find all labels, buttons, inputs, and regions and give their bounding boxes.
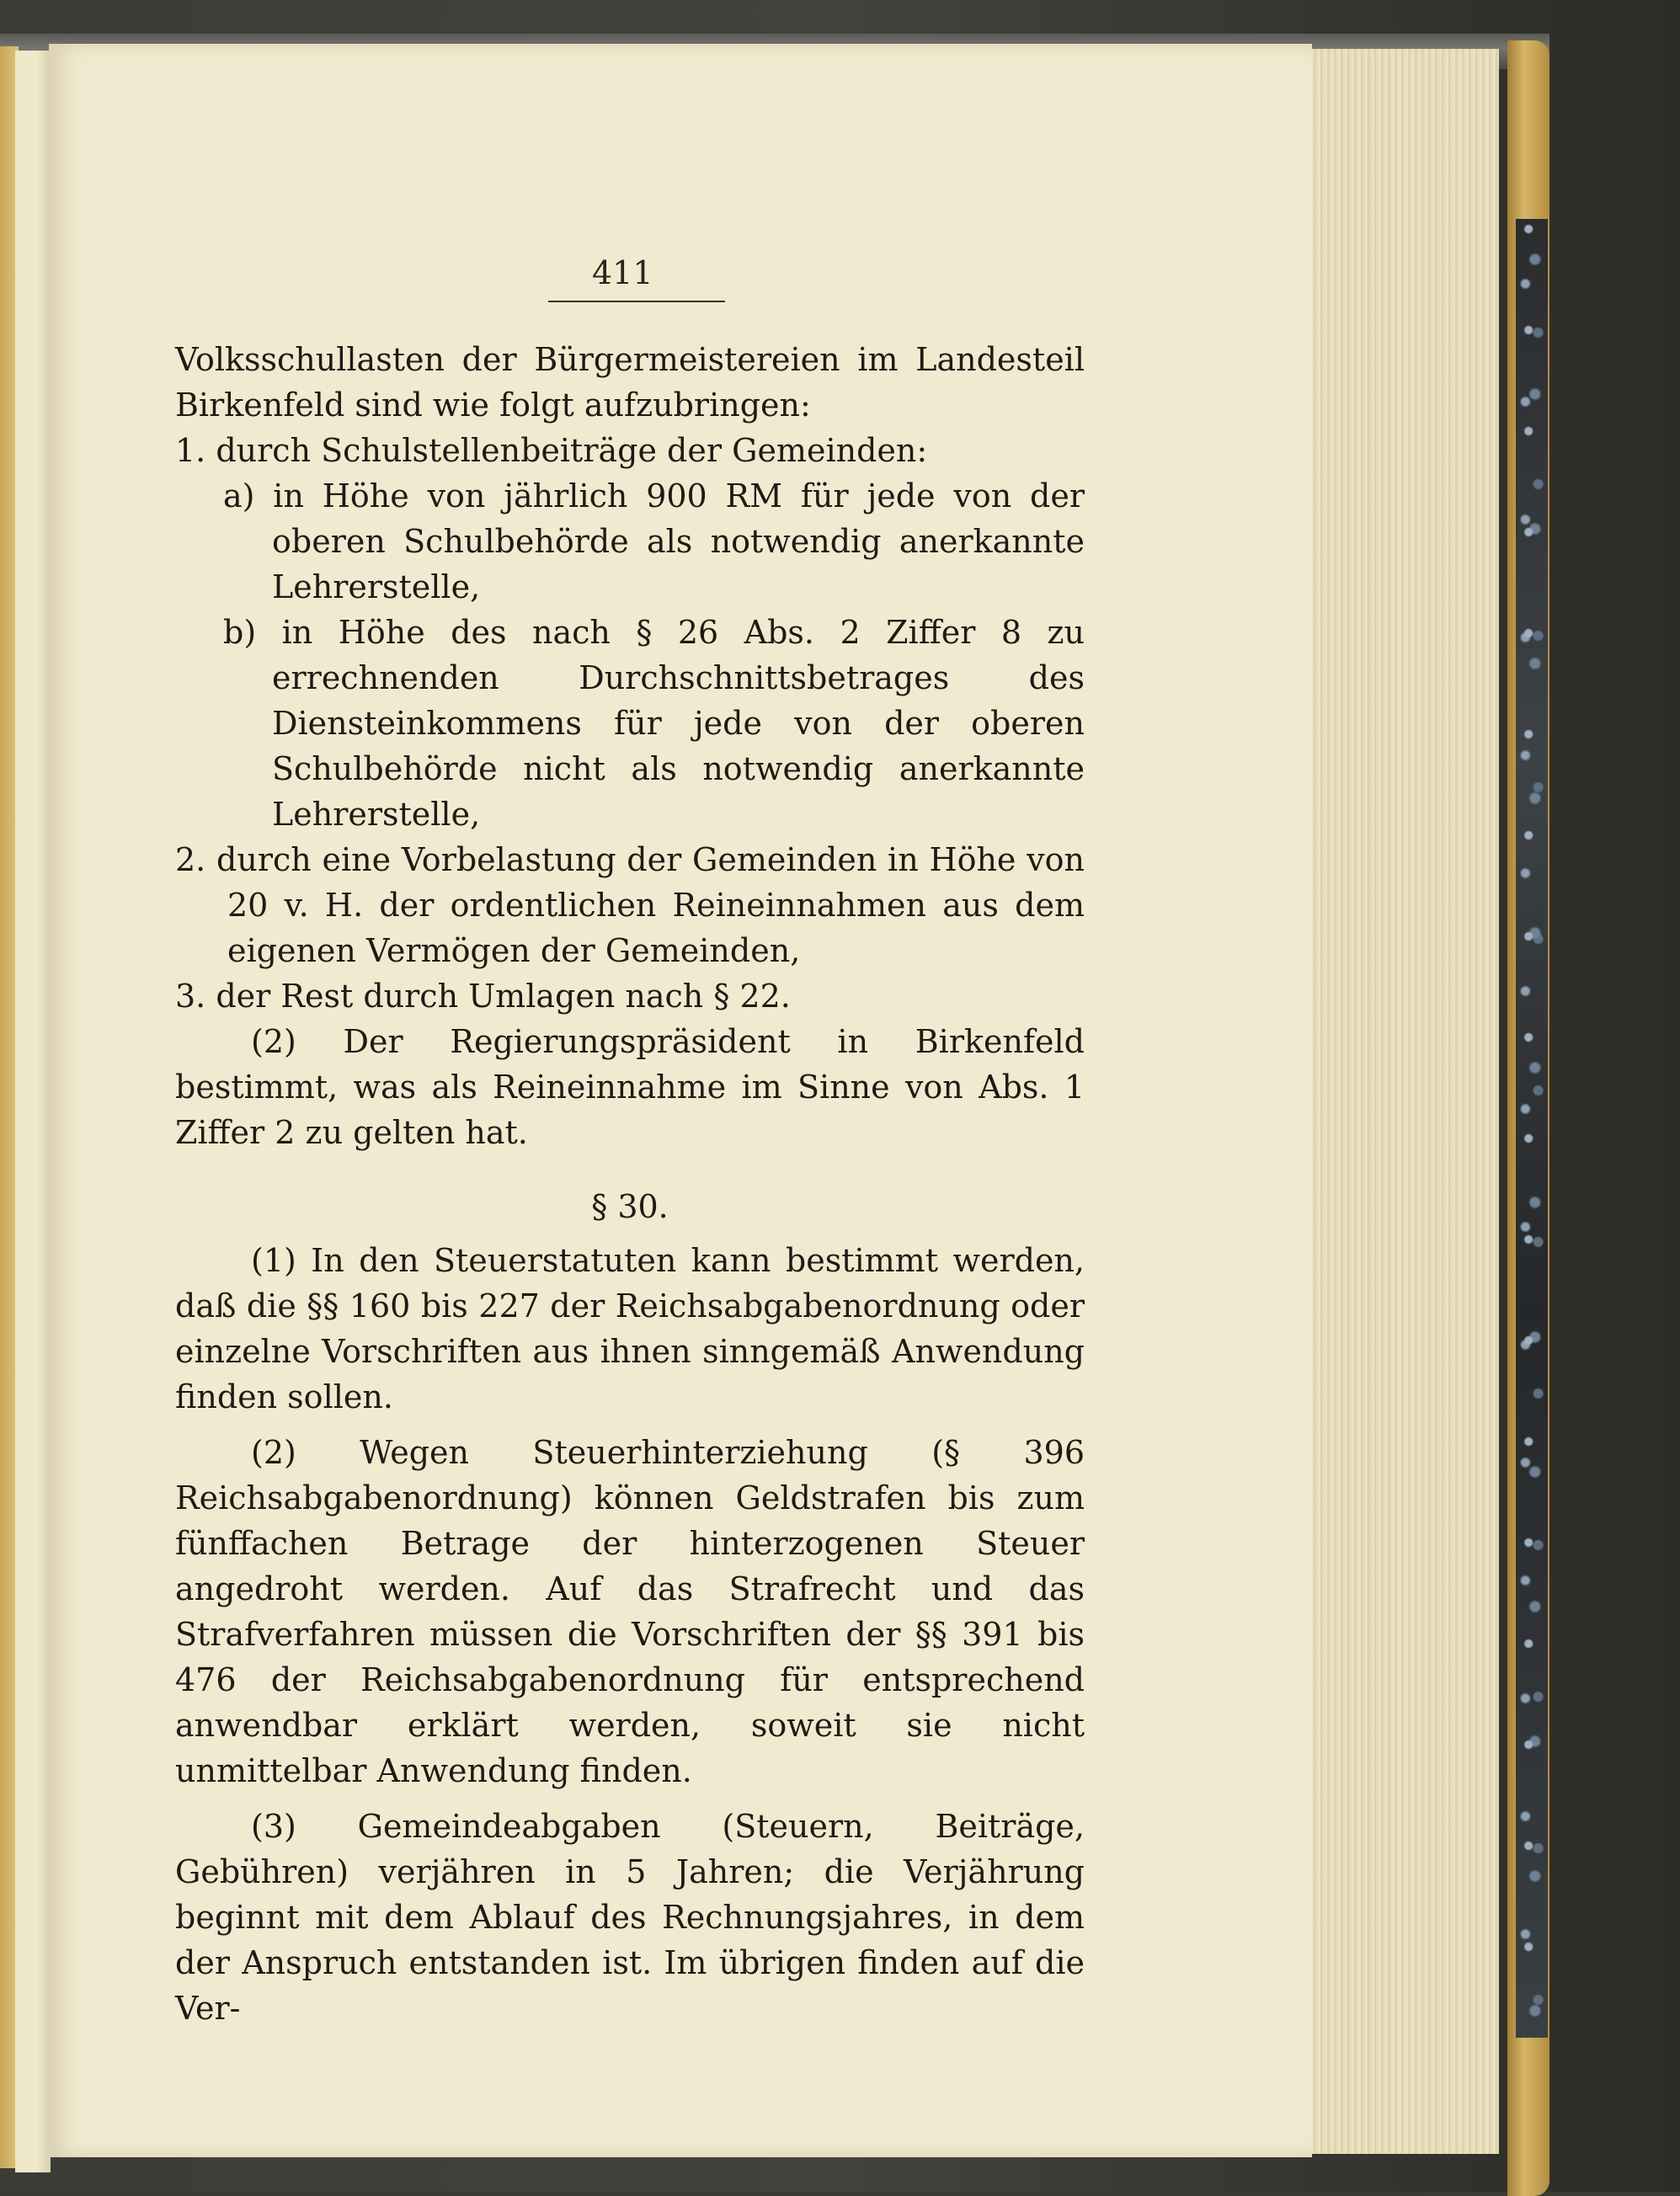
list-item-1b: b) in Höhe des nach § 26 Abs. 2 Ziffer 8 zu errechnenden Durchschnittsbetrages des Diensteinkommens für jede von der oberen Schulbehörde nicht als notwendig anerkannte Lehrerstelle, — [223, 614, 1085, 833]
list-item-1: 1. durch Schulstellenbeiträge der Gemeinden: — [175, 432, 928, 469]
book-page — [49, 44, 1312, 2157]
section-heading: § 30. — [591, 1188, 669, 1225]
paragraph-2: (2) Der Regierungspräsident in Birkenfeld bestimmt, was als Reineinnahme im Sinne von Abs. 1 Ziffer 2 zu gelten hat. — [175, 1023, 1085, 1151]
left-page-edge — [15, 51, 51, 2172]
section-30-paragraph-2: (2) Wegen Steuerhinterziehung (§ 396 Reichsabgabenordnung) können Geldstrafen bis zum fünffachen Betrage der hinterzogenen Steuer angedroht werden. Auf das Strafrecht und das Strafverfahren müssen die Vorschriften der §§ 391 bis 476 der Reichsabgabenordnung für entsprechend anwendbar erklärt werden, soweit sie nicht unmittelbar Anwendung finden. — [175, 1434, 1085, 1789]
page-number: 411 — [592, 254, 653, 291]
intro-paragraph: Volksschullasten der Bürgermeistereien im Landesteil Birkenfeld sind wie folgt aufzubringen: — [175, 341, 1085, 424]
section-30-paragraph-3: (3) Gemeindeabgaben (Steuern, Beiträge, Gebühren) verjähren in 5 Jahren; die Verjährung beginnt mit dem Ablauf des Rechnungsjahres, in dem der Anspruch entstanden ist. Im übrigen finden auf die Ver- — [175, 1808, 1085, 2027]
page-number-rule — [548, 301, 725, 302]
list-item-3: 3. der Rest durch Umlagen nach § 22. — [175, 978, 791, 1015]
page-text — [175, 337, 1085, 2031]
list-item-2: 2. durch eine Vorbelastung der Gemeinden in Höhe von 20 v. H. der ordentlichen Reineinnahmen aus dem eigenen Vermögen der Gemeinden, — [175, 841, 1085, 969]
page-stack-edge — [1297, 49, 1499, 2154]
list-item-1a: a) in Höhe von jährlich 900 RM für jede von der oberen Schulbehörde als notwendig anerkannte Lehrerstelle, — [223, 477, 1085, 605]
marbled-endpaper — [1516, 219, 1548, 2038]
section-30-paragraph-1: (1) In den Steuerstatuten kann bestimmt werden, daß die §§ 160 bis 227 der Reichsabgabenordnung oder einzelne Vorschriften aus ihnen sinngemäß Anwendung finden sollen. — [175, 1242, 1085, 1415]
